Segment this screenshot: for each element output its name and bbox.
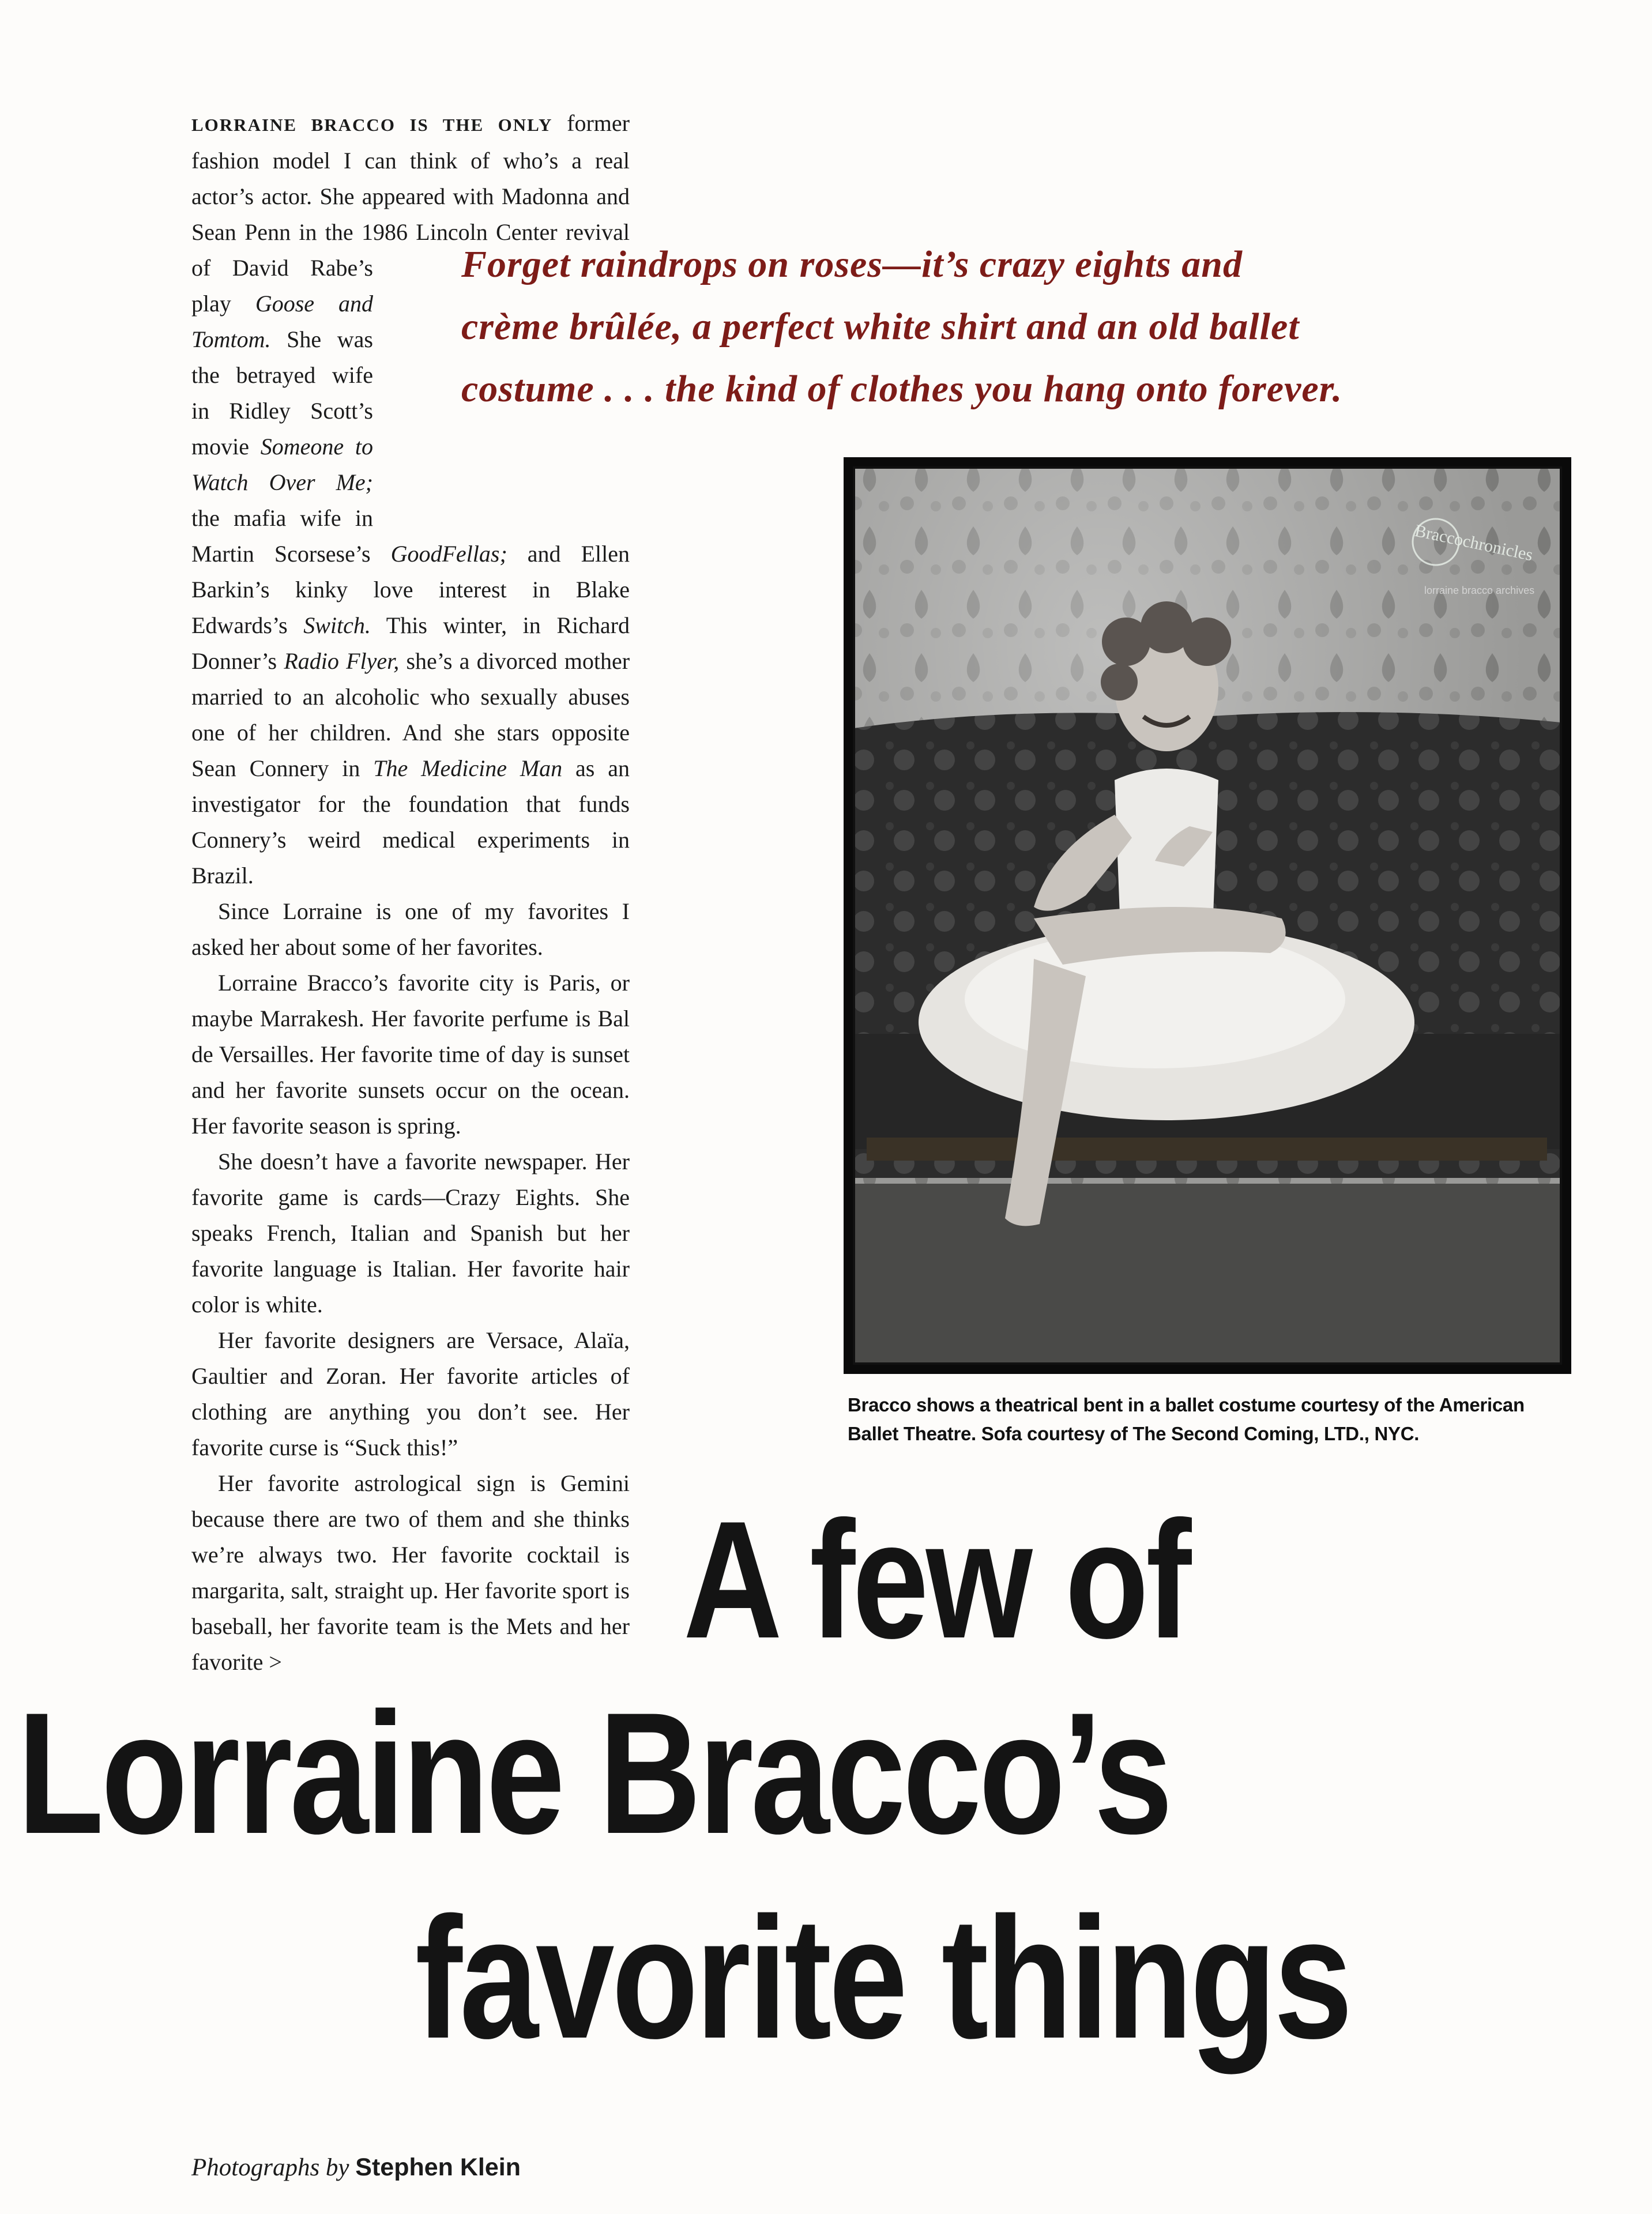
lead-in: LORRAINE BRACCO IS THE ONLY [191,115,553,135]
watermark-logo [1401,507,1540,611]
credit-name: Stephen Klein [355,2153,521,2181]
paragraph-1: LORRAINE BRACCO IS THE ONLY former fashion model I can think of who’s a real actor’s actor. She appeared with Madonna and Sean Penn in the 1986 Lincoln Center revival of David Rabe’s play Goose and Tomtom. She was the betrayed wife in Ridley Scott’s movie Someone to Watch Over Me; the mafia wife in Martin Scorsese’s GoodFellas; and Ellen Barkin’s kinky love interest in Blake Edwards’s Switch. This winter, in Richard Donner’s Radio Flyer, she’s a divorced mother married to an alcoholic who sexually abuses one of her children. And she stars opposite Sean Connery in The Medicine Man as an investigator for the foundation that funds Connery’s weird medical experiments in Brazil. [191,110,630,888]
paragraph-3: Lorraine Bracco’s favorite city is Paris, or maybe Marrakesh. Her favorite perfume is Bal de Versailles. Her favorite time of day is sunset and her favorite sunsets occur on the ocean. Her favorite season is spring. [191,970,630,1139]
headline-line-3: favorite things [415,1881,1350,2074]
headline-line-2: Lorraine Bracco’s [17,1676,1171,1870]
pull-quote-line-1: Forget raindrops on roses—it’s crazy eights and [461,243,1243,285]
paragraph-4: She doesn’t have a favorite newspaper. Her favorite game is cards—Crazy Eights. She speaks French, Italian and Spanish but her favorite language is Italian. Her favorite hair color is white. [191,1149,630,1317]
pull-quote-line-3: costume . . . the kind of clothes you hang onto forever. [461,368,1343,410]
watermark-subtext: lorraine bracco archives [1424,585,1535,596]
headline-line-1: A few of [683,1486,1189,1673]
pull-quote [461,234,1638,420]
paragraph-5: Her favorite designers are Versace, Alaïa, Gaultier and Zoran. Her favorite articles of clothing are anything you don’t see. Her favorite curse is “Suck this!” [191,1327,630,1460]
paragraph-6: Her favorite astrological sign is Gemini because there are two of them and she thinks we’re always two. Her favorite cocktail is margarita, salt, straight up. Her favorite sport is baseball, her favorite team is the Mets and her favorite > [191,1470,630,1675]
pull-quote-line-2: crème brûlée, a perfect white shirt and an old ballet [461,306,1300,348]
watermark-text: Braccochronicles [1413,521,1535,565]
credit-label: Photographs by [191,2154,349,2181]
photo-credit [191,2153,521,2182]
photo-caption: Bracco shows a theatrical bent in a ballet costume courtesy of the American Ballet Theatre. Sofa courtesy of The Second Coming, LTD., NYC. [848,1394,1525,1444]
paragraph-2: Since Lorraine is one of my favorites I asked her about some of her favorites. [191,898,630,960]
